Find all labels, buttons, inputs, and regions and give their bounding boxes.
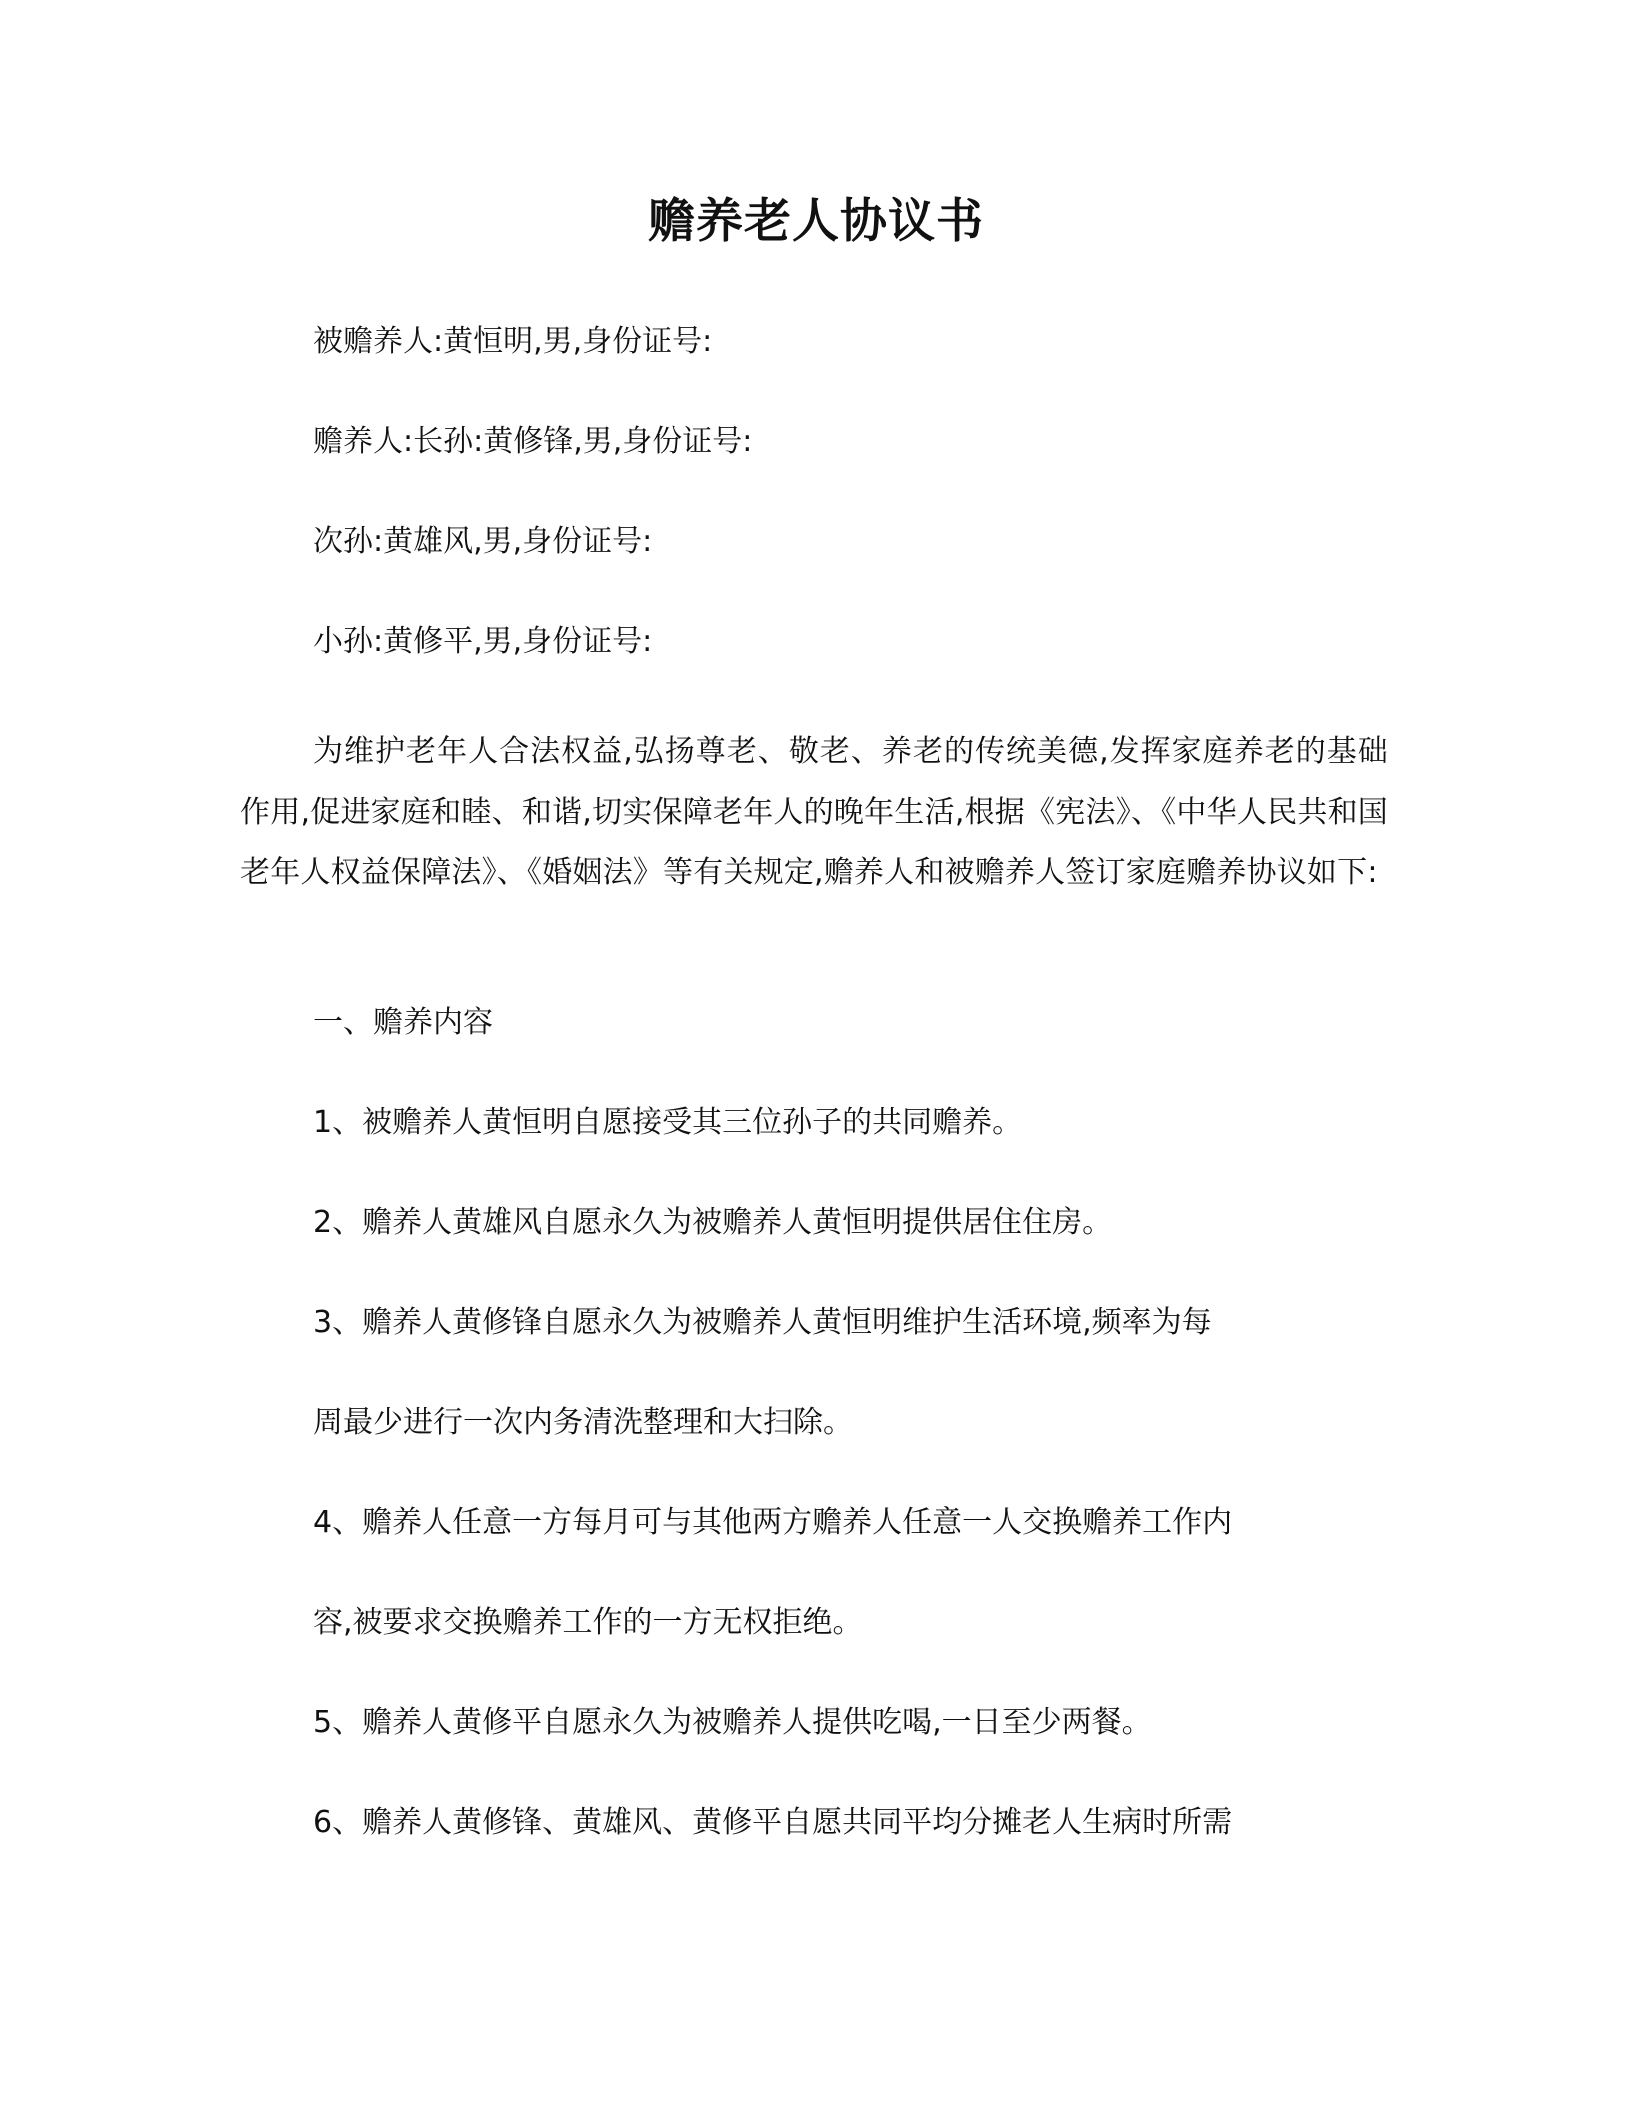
party-line-youngest-grandson: 小孙:黄修平,男,身份证号:	[313, 624, 653, 659]
clause-line: 5、赡养人黄修平自愿永久为被赡养人提供吃喝,一日至少两餐。	[313, 1705, 1152, 1740]
party-line-eldest-grandson: 赡养人:长孙:黄修锋,男,身份证号:	[313, 424, 753, 459]
clause-line: 周最少进行一次内务清洗整理和大扫除。	[313, 1405, 853, 1440]
section-heading: 一、赡养内容	[313, 1005, 493, 1040]
party-line-second-grandson: 次孙:黄雄风,男,身份证号:	[313, 524, 653, 559]
clause-line: 4、赡养人任意一方每月可与其他两方赡养人任意一人交换赡养工作内	[313, 1505, 1233, 1540]
clause-line: 1、被赡养人黄恒明自愿接受其三位孙子的共同赡养。	[313, 1105, 1023, 1140]
party-line-elder: 被赡养人:黄恒明,男,身份证号:	[313, 324, 713, 359]
clause-line: 3、赡养人黄修锋自愿永久为被赡养人黄恒明维护生活环境,频率为每	[313, 1305, 1212, 1340]
clause-line: 6、赡养人黄修锋、黄雄风、黄修平自愿共同平均分摊老人生病时所需	[313, 1805, 1233, 1840]
clause-line: 2、赡养人黄雄风自愿永久为被赡养人黄恒明提供居住住房。	[313, 1205, 1113, 1240]
preamble-paragraph: 为维护老年人合法权益,弘扬尊老、敬老、养老的传统美德,发挥家庭养老的基础作用,促进家庭和睦、和谐,切实保障老年人的晚年生活,根据《宪法》、《中华人民共和国老年人权益保障法》、《婚姻法》等有关规定,赡养人和被赡养人签订家庭赡养协议如下:	[240, 734, 1388, 890]
document-title: 赡养老人协议书	[648, 194, 984, 249]
clause-line: 容,被要求交换赡养工作的一方无权拒绝。	[313, 1605, 863, 1640]
